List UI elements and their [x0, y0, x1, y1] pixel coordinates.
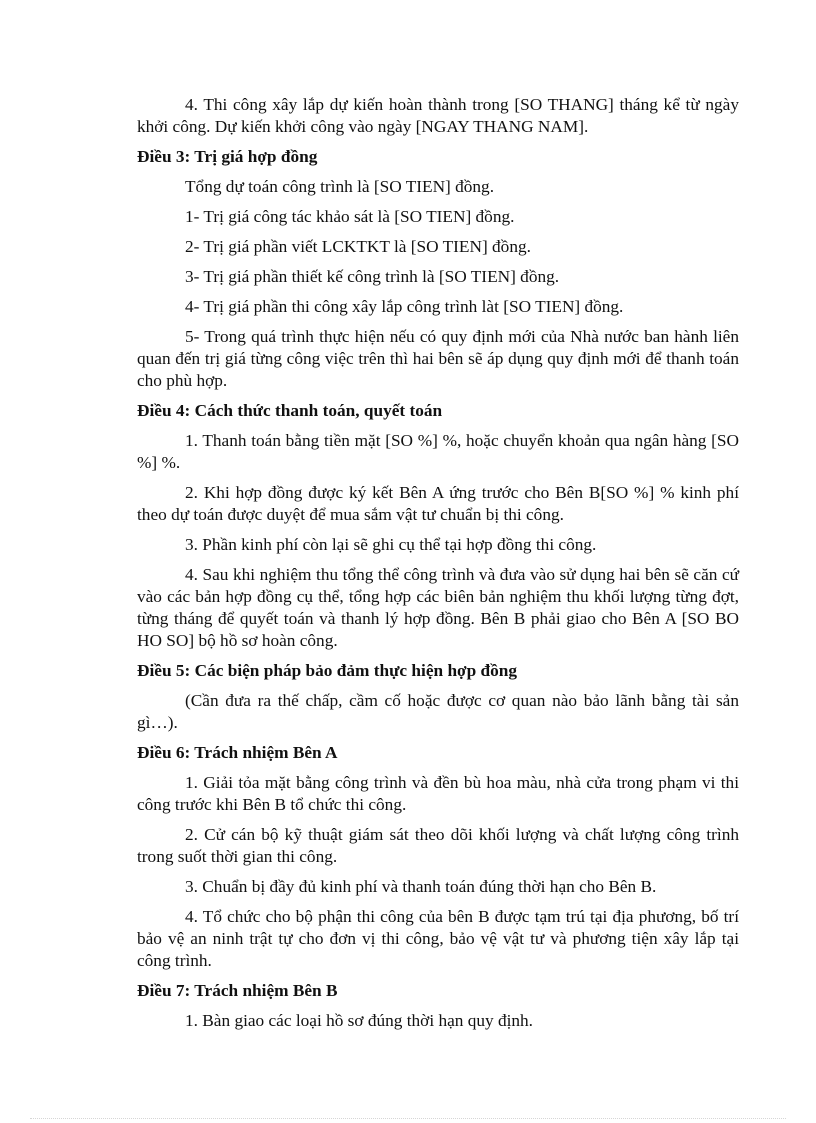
paragraph-lcktkt-value: 2- Trị giá phần viết LCKTKT là [SO TIEN] đồng.	[185, 237, 531, 256]
paragraph-accommodation: 4. Tổ chức cho bộ phận thi công của bên B được tạm trú tại địa phương, bố trí bảo vệ an ninh trật tự cho đơn vị thi công, bảo vệ vật tư và phương tiện xây lắp tại công trình.	[137, 907, 739, 970]
paragraph-funding: 3. Chuẩn bị đầy đủ kinh phí và thanh toán đúng thời hạn cho Bên B.	[185, 877, 657, 896]
paragraph-construction-value: 4- Trị giá phần thi công xây lắp công trình làt [SO TIEN] đồng.	[185, 297, 624, 316]
paragraph-guarantee-note: (Cần đưa ra thế chấp, cầm cố hoặc được cơ quan nào bảo lãnh bằng tài sản gì…).	[137, 691, 739, 732]
paragraph-final-settlement: 4. Sau khi nghiệm thu tổng thể công trình và đưa vào sử dụng hai bên sẽ căn cứ vào các bản hợp đồng cụ thể, tổng hợp các biên bản nghiệm thu khối lượng từng đợt, từng tháng để quyết toán và thanh lý hợp đồng. Bên B phải giao cho Bên A [SO BO HO SO] bộ hồ sơ hoàn công.	[137, 565, 739, 650]
heading-article-4: Điều 4: Cách thức thanh toán, quyết toán	[137, 401, 443, 420]
paragraph-design-value: 3- Trị giá phần thiết kế công trình là [SO TIEN] đồng.	[185, 267, 560, 286]
paragraph-handover-records: 1. Bàn giao các loại hồ sơ đúng thời hạn quy định.	[185, 1011, 534, 1030]
paragraph-completion-time: 4. Thi công xây lắp dự kiến hoàn thành trong [SO THANG] tháng kể từ ngày khởi công. Dự kiến khởi công vào ngày [NGAY THANG NAM].	[137, 95, 739, 136]
heading-article-7: Điều 7: Trách nhiệm Bên B	[137, 981, 338, 1000]
paragraph-survey-value: 1- Trị giá công tác khảo sát là [SO TIEN] đồng.	[185, 207, 515, 226]
heading-article-5: Điều 5: Các biện pháp bảo đảm thực hiện hợp đồng	[137, 661, 518, 680]
paragraph-supervision: 2. Cử cán bộ kỹ thuật giám sát theo dõi khối lượng và chất lượng công trình trong suốt thời gian thi công.	[137, 825, 739, 866]
paragraph-payment-method: 1. Thanh toán bằng tiền mặt [SO %] %, hoặc chuyển khoản qua ngân hàng [SO %] %.	[137, 431, 739, 472]
document-page	[137, 94, 739, 1038]
paragraph-advance-payment: 2. Khi hợp đồng được ký kết Bên A ứng trước cho Bên B[SO %] % kinh phí theo dự toán được duyệt để mua sắm vật tư chuẩn bị thi công.	[137, 483, 739, 524]
paragraph-remaining-funds: 3. Phần kinh phí còn lại sẽ ghi cụ thể tại hợp đồng thi công.	[185, 535, 597, 554]
paragraph-site-clearance: 1. Giải tỏa mặt bằng công trình và đền bù hoa màu, nhà cửa trong phạm vi thi công trước khi Bên B tổ chức thi công.	[137, 773, 739, 814]
paragraph-total-estimate: Tổng dự toán công trình là [SO TIEN] đồng.	[185, 177, 495, 196]
heading-article-3: Điều 3: Trị giá hợp đồng	[137, 147, 318, 166]
heading-article-6: Điều 6: Trách nhiệm Bên A	[137, 743, 338, 762]
paragraph-new-regulations: 5- Trong quá trình thực hiện nếu có quy định mới của Nhà nước ban hành liên quan đến trị giá từng công việc trên thì hai bên sẽ áp dụng quy định mới để thanh toán cho phù hợp.	[137, 327, 739, 390]
page-bottom-divider	[30, 1118, 786, 1119]
